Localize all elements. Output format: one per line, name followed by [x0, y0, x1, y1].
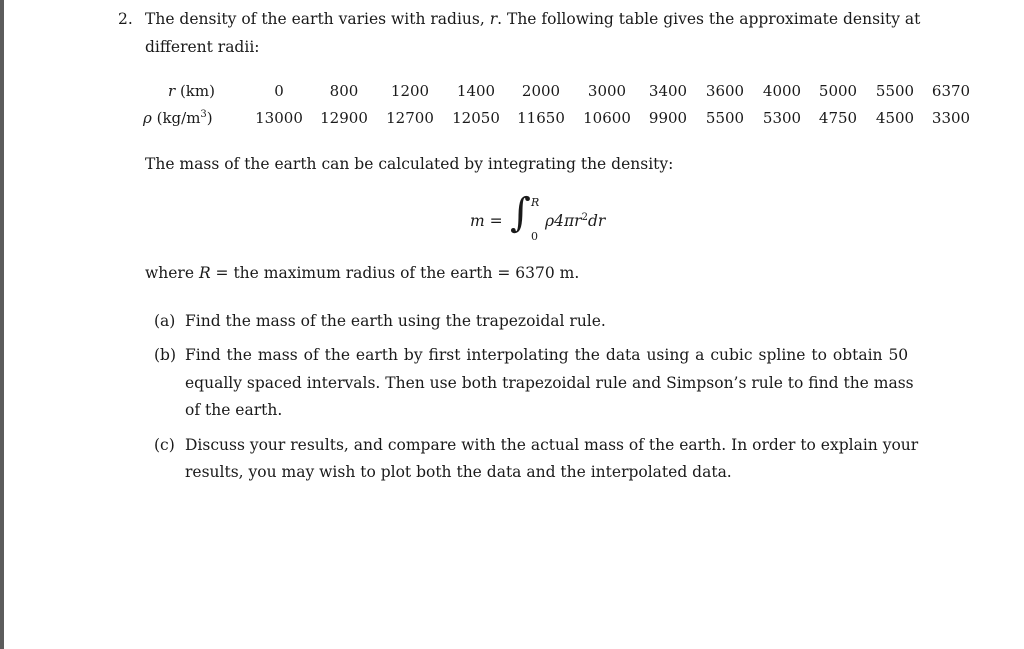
mass-description: The mass of the earth can be calculated by integrating the density:	[145, 155, 674, 173]
r-row-label: r (km)	[168, 82, 215, 100]
part-c-line2: results, you may wish to plot both the data and the interpolated data.	[185, 463, 732, 481]
r-value: 3400	[648, 82, 688, 100]
r-value: 3000	[587, 82, 627, 100]
integral-lower-limit: 0	[531, 230, 538, 243]
page-left-border	[0, 0, 4, 649]
rho-value: 3300	[931, 109, 971, 127]
part-b-line1: Find the mass of the earth by first interpolating the data using a cubic spline to obtain 50	[185, 346, 909, 364]
equation-lhs: m =	[470, 212, 503, 230]
part-a-text: Find the mass of the earth using the trapezoidal rule.	[185, 312, 606, 330]
r-value: 4000	[762, 82, 802, 100]
r-value: 2000	[521, 82, 561, 100]
rho-value: 5500	[705, 109, 745, 127]
problem-number: 2.	[118, 10, 133, 28]
integral-upper-limit: R	[531, 196, 540, 209]
r-value: 5500	[875, 82, 915, 100]
rho-value: 4750	[818, 109, 858, 127]
part-b-line3: of the earth.	[185, 401, 283, 419]
rho-value: 9900	[648, 109, 688, 127]
r-value: 1400	[456, 82, 496, 100]
rho-row-label: ρ $(kg/m^3)$	[143, 109, 213, 127]
part-c-label: (c)	[154, 436, 175, 454]
r-value: 6370	[931, 82, 971, 100]
equation-integrand: $\rho 4\pi r^2dr$	[545, 211, 606, 230]
r-value: 0	[274, 82, 284, 100]
part-c-line1: Discuss your results, and compare with the actual mass of the earth. In order to explain your	[185, 436, 919, 454]
where-text: where R = the maximum radius of the earth = 6370 m.	[145, 264, 580, 282]
integral-sign: ∫	[510, 190, 531, 236]
rho-value: 12050	[452, 109, 500, 127]
r-value: 5000	[818, 82, 858, 100]
rho-value: 13000	[255, 109, 303, 127]
rho-value: 10600	[583, 109, 631, 127]
rho-value: 5300	[762, 109, 802, 127]
part-b-label: (b)	[154, 346, 177, 364]
problem-intro-line2: different radii:	[145, 38, 260, 56]
part-b-line2: equally spaced intervals. Then use both trapezoidal rule and Simpson’s rule to find the mass	[185, 374, 914, 392]
r-value: 800	[329, 82, 359, 100]
rho-value: 12700	[386, 109, 434, 127]
r-value: 1200	[390, 82, 430, 100]
r-value: 3600	[705, 82, 745, 100]
rho-value: 4500	[875, 109, 915, 127]
rho-value: 11650	[517, 109, 565, 127]
problem-intro-line1: The density of the earth varies with radius, r. The following table gives the approximate density at	[145, 10, 921, 28]
rho-value: 12900	[320, 109, 368, 127]
part-a-label: (a)	[154, 312, 176, 330]
